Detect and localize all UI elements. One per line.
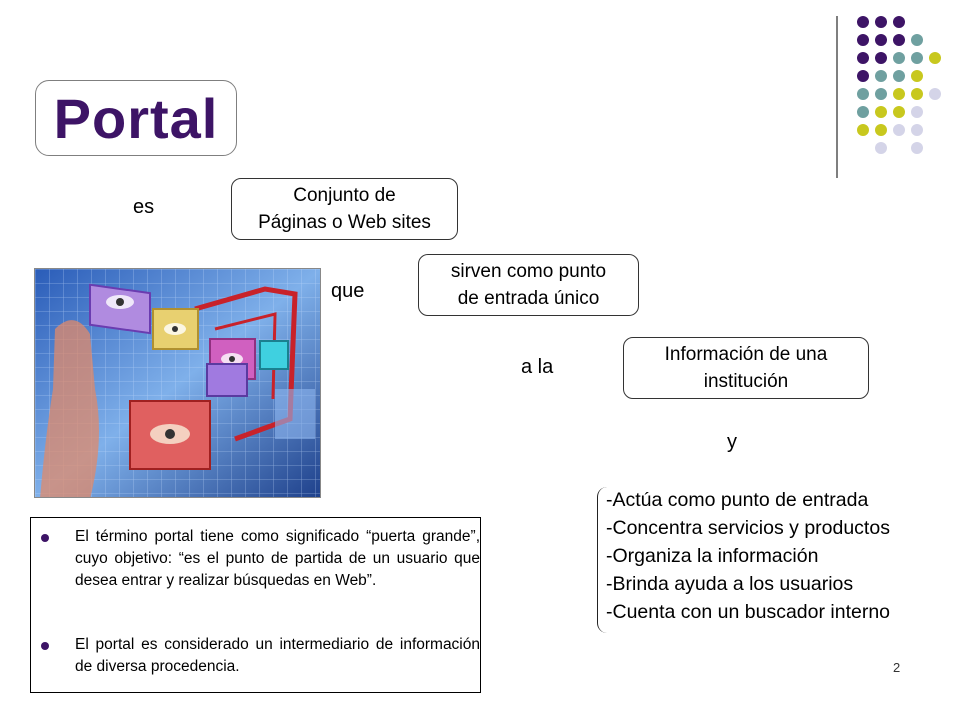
box-sirven-line2: de entrada único xyxy=(457,288,600,309)
box-informacion-line2: institución xyxy=(703,371,789,392)
box-sirven-line1: sirven como punto xyxy=(450,261,607,282)
function-item: -Brinda ayuda a los usuarios xyxy=(606,573,854,595)
function-item: -Actúa como punto de entrada xyxy=(606,489,869,511)
definition-box xyxy=(30,517,481,693)
box-conjunto-line2: Páginas o Web sites xyxy=(258,212,431,233)
decorative-dot-grid xyxy=(835,10,960,180)
bullet-icon xyxy=(41,534,49,542)
box-informacion-line1: Información de una xyxy=(664,344,828,365)
connector-que: que xyxy=(331,280,365,302)
box-conjunto xyxy=(231,178,458,240)
title-box xyxy=(35,80,237,156)
slide-title: Portal xyxy=(53,86,219,150)
connector-a-la: a la xyxy=(521,356,554,378)
function-item: -Concentra servicios y productos xyxy=(606,517,890,539)
connector-y: y xyxy=(727,431,737,453)
page-number: 2 xyxy=(893,660,901,675)
functions-list xyxy=(597,487,955,633)
bullet-text: El término portal tiene como significado “puerta grande”, cuyo objetivo: “es el punto de partida de un usuario que desea entrar y realizar búsquedas en Web”. xyxy=(75,528,480,589)
connector-es: es xyxy=(133,196,155,218)
bullet-item xyxy=(39,634,480,684)
bullet-item xyxy=(39,526,480,626)
bullet-text: El portal es considerado un intermediario de información de diversa procedencia. xyxy=(75,636,480,675)
portal-illustration xyxy=(34,268,321,498)
box-sirven xyxy=(418,254,639,316)
box-conjunto-line1: Conjunto de xyxy=(293,185,396,206)
function-item: -Organiza la información xyxy=(606,545,819,567)
bullet-icon xyxy=(41,642,49,650)
function-item: -Cuenta con un buscador interno xyxy=(606,601,891,623)
box-informacion xyxy=(623,337,869,399)
